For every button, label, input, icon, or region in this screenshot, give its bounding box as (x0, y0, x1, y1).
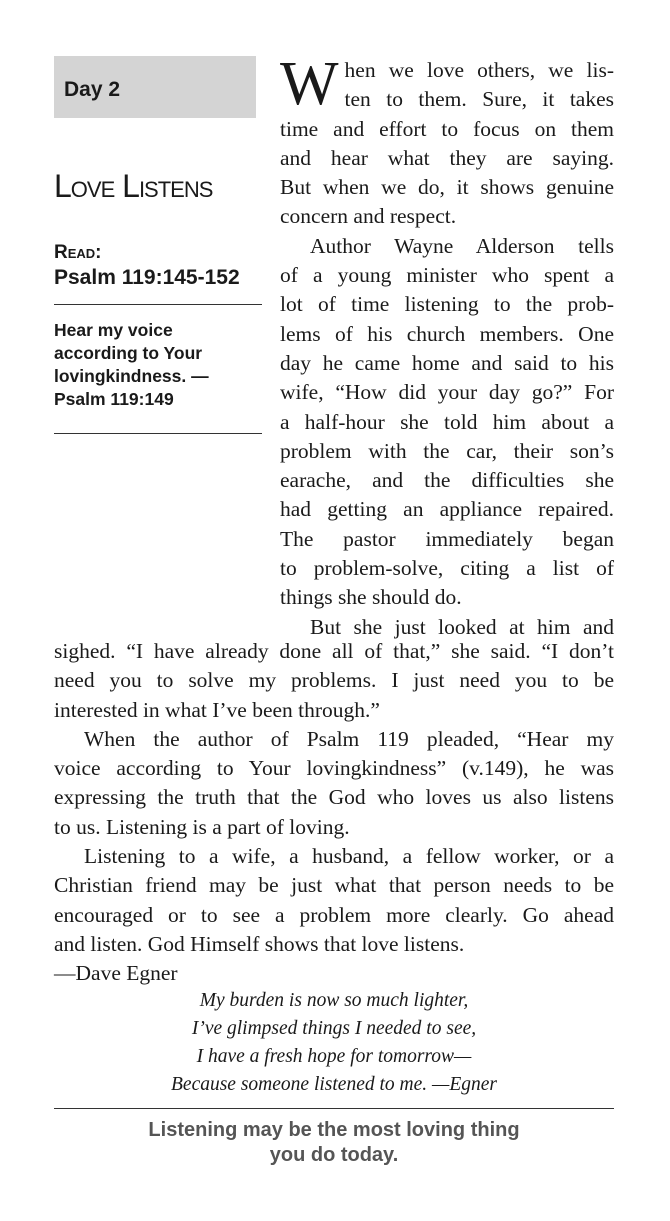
text-line: of a young minister who spent a (280, 263, 614, 288)
text-line: The pastor immediately began (280, 526, 614, 551)
text-line: problem with the car, their son’s (280, 438, 614, 463)
page-title: Love Listens (54, 168, 213, 204)
day-label: Day 2 (54, 56, 256, 118)
text-line: encouraged or to see a problem more clearly. Go ahead (54, 902, 614, 927)
thought-line: Listening may be the most loving thing (148, 1119, 520, 1141)
text-line: wife, “How did your day go?” For (280, 380, 614, 405)
key-verse (54, 319, 254, 411)
text-line: hen we love others, we lis- (344, 58, 614, 82)
text-line: concern and respect. (280, 204, 457, 229)
text-line: a half-hour she told him about a (280, 409, 614, 434)
text-line: When the author of Psalm 119 pleaded, “Hear my (84, 726, 614, 751)
divider (54, 433, 262, 434)
text-line: ten to them. Sure, it takes (344, 87, 614, 112)
thought-for-today (54, 1118, 614, 1168)
full-width-text (54, 637, 614, 989)
column-text (280, 50, 614, 642)
text-line: things she should do. (280, 585, 462, 610)
drop-cap: W (280, 50, 339, 118)
text-line: to problem-solve, citing a list of (280, 556, 614, 581)
text-line: lot of time listening to the prob- (280, 292, 614, 317)
text-line: Christian friend may be just what that person needs to be (54, 873, 614, 898)
sidebar (54, 56, 264, 434)
poem-line: I’ve glimpsed things I needed to see, (191, 1018, 477, 1039)
text-line: lems of his church members. One (280, 321, 614, 346)
text-line: time and effort to focus on them (280, 116, 614, 141)
verse-line: lovingkindness. — (54, 366, 209, 386)
text-line: Author Wayne Alderson tells (310, 233, 614, 258)
text-line: earache, and the difficulties she (280, 468, 614, 493)
divider (54, 1108, 614, 1109)
poem (54, 987, 614, 1099)
scripture-reference: Psalm 119:145-152 (54, 266, 240, 289)
text-line: had getting an appliance repaired. (280, 497, 614, 522)
read-label: Read: (54, 242, 102, 263)
text-line: to us. Listening is a part of loving. (54, 814, 350, 839)
text-line: and listen. God Himself shows that love listens. (54, 931, 465, 956)
text-line: day he came home and said to his (280, 350, 614, 375)
text-line: expressing the truth that the God who loves us also listens (54, 785, 614, 810)
text-line: Listening to a wife, a husband, a fellow worker, or a (84, 844, 614, 869)
divider (54, 304, 262, 305)
text-line: need you to solve my problems. I just need you to be (54, 668, 614, 693)
text-line: But when we do, it shows genuine (280, 175, 614, 200)
text-line: sighed. “I have already done all of that,” she said. “I don’t (54, 639, 614, 663)
author-signature: —Dave Egner (54, 961, 178, 986)
text-line: voice according to Your lovingkindness” (v.149), he was (54, 756, 614, 781)
verse-line: Psalm 119:149 (54, 389, 174, 409)
text-line: and hear what they are saying. (280, 145, 614, 170)
text-line: interested in what I’ve been through.” (54, 697, 380, 722)
poem-line: My burden is now so much lighter, (199, 990, 469, 1011)
verse-line: Hear my voice (54, 320, 173, 340)
poem-line: I have a fresh hope for tomorrow— (196, 1046, 472, 1067)
verse-line: according to Your (54, 343, 203, 363)
text-line: But she just looked at him and (310, 614, 614, 639)
poem-line: Because someone listened to me. —Egner (171, 1074, 497, 1095)
thought-line: you do today. (269, 1144, 399, 1166)
